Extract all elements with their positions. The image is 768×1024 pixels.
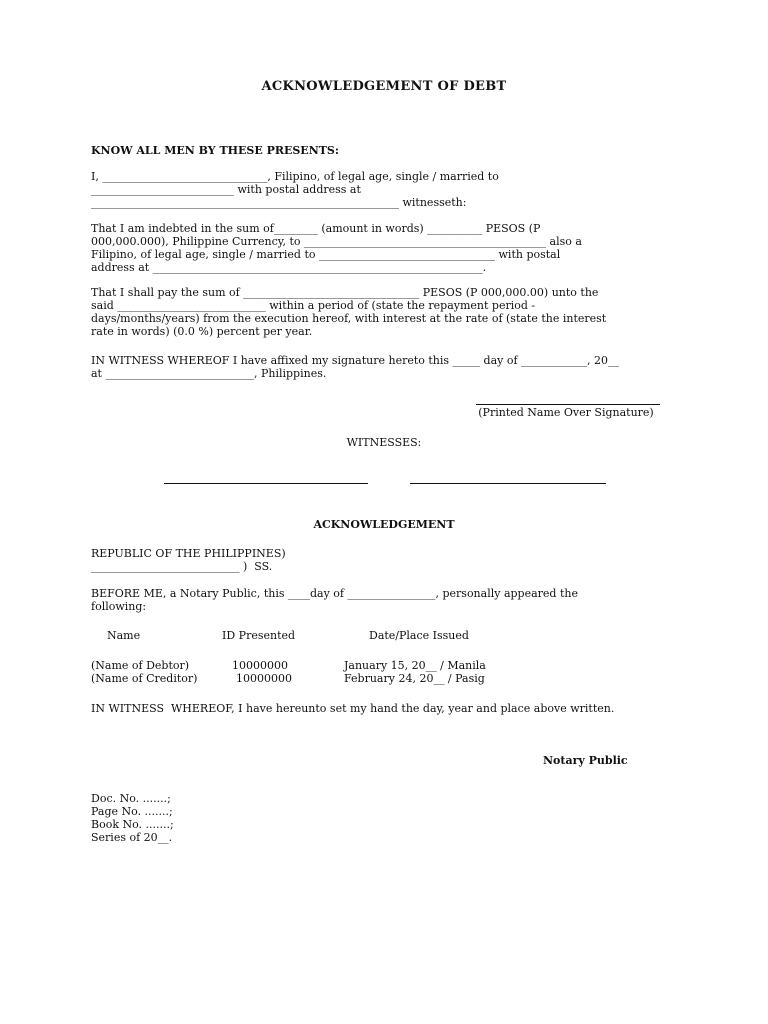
table-cell: 10000000 bbox=[232, 659, 288, 672]
text-line: That I shall pay the sum of ________________________________ PESOS (P 000,000.00) unto the bbox=[91, 286, 599, 299]
doc-info-line: Series of 20__. bbox=[91, 831, 173, 844]
text-line: rate in words) (0.0 %) percent per year. bbox=[91, 325, 313, 338]
table-cell: February 24, 20__ / Pasig bbox=[344, 672, 485, 685]
text-line: Filipino, of legal age, single / married to ________________________________ with postal bbox=[91, 248, 561, 261]
doc-info-line: Doc. No. .......; bbox=[91, 792, 171, 805]
text-line: ________________________________________________________ witnesseth: bbox=[91, 196, 467, 209]
witness-signature-line bbox=[164, 483, 368, 484]
text-line: following: bbox=[91, 600, 147, 613]
in-witness-line: IN WITNESS WHEREOF, I have hereunto set my hand the day, year and place above written. bbox=[91, 702, 615, 715]
notary-public-label: Notary Public bbox=[543, 754, 628, 767]
table-cell: (Name of Creditor) bbox=[91, 672, 198, 685]
debtor-signature-line bbox=[476, 404, 660, 405]
witnesses-label: WITNESSES: bbox=[346, 436, 422, 449]
text-line: 000,000.000), Philippine Currency, to ____________________________________________ also a bbox=[91, 235, 582, 248]
document-title: ACKNOWLEDGEMENT OF DEBT bbox=[261, 79, 507, 94]
text-line: address at ____________________________________________________________. bbox=[91, 261, 487, 274]
table-cell: January 15, 20__ / Manila bbox=[344, 659, 486, 672]
witness-signature-line bbox=[410, 483, 606, 484]
text-line: I, ______________________________, Filipino, of legal age, single / married to bbox=[91, 170, 499, 183]
doc-info-line: Book No. .......; bbox=[91, 818, 174, 831]
acknowledgement-heading: ACKNOWLEDGEMENT bbox=[313, 518, 455, 531]
text-line: days/months/years) from the execution hereof, with interest at the rate of (state the interest bbox=[91, 312, 607, 325]
table-header-name: Name bbox=[107, 629, 141, 642]
table-header-date: Date/Place Issued bbox=[369, 629, 469, 642]
text-line: at ___________________________, Philippines. bbox=[91, 367, 327, 380]
table-header-id: ID Presented bbox=[222, 629, 296, 642]
text-line: said ___________________________ within a period of (state the repayment period - bbox=[91, 299, 536, 312]
text-line: ___________________________ ) SS. bbox=[91, 560, 273, 573]
table-cell: (Name of Debtor) bbox=[91, 659, 190, 672]
text-line: That I am indebted in the sum of________ (amount in words) __________ PESOS (P bbox=[91, 222, 541, 235]
doc-info-line: Page No. .......; bbox=[91, 805, 173, 818]
table-cell: 10000000 bbox=[236, 672, 292, 685]
text-line: BEFORE ME, a Notary Public, this ____day of ________________, personally appeared the bbox=[91, 587, 578, 600]
text-line: IN WITNESS WHEREOF I have affixed my signature hereto this _____ day of ____________, 20__ bbox=[91, 354, 620, 367]
opening-line: KNOW ALL MEN BY THESE PRESENTS: bbox=[91, 144, 339, 157]
signature-caption: (Printed Name Over Signature) bbox=[478, 406, 654, 419]
text-line: __________________________ with postal address at bbox=[91, 183, 361, 196]
text-line: REPUBLIC OF THE PHILIPPINES) bbox=[91, 547, 286, 560]
